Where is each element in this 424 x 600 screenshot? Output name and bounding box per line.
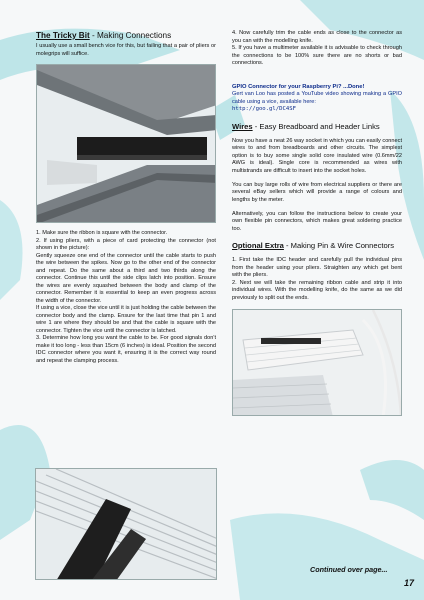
extra-step-1: 1. First take the IDC header and carefully pull the individual pins from the header using your pliers. Straighten any which get bent with the pliers.: [232, 257, 402, 278]
pliers-photo: [36, 64, 216, 223]
wires-paragraph-1: Now you have a neat 26 way socket in which you can easily connect wires to and from breadboards and other circuits. The simplest option is to buy some single solid core insulated wire (0.6mm/22 AWG is ideal). Single core is recommended as wires with multistrands are difficult to insert into the socket holes.: [232, 137, 402, 174]
vice-clamp-photo: [35, 468, 217, 580]
page-number: 17: [404, 578, 415, 588]
step-1: 1. Make sure the ribbon is square with the connector.: [36, 230, 168, 236]
continued-over-page: Continued over page...: [310, 565, 388, 574]
gpio-video-link[interactable]: http://goo.gl/DC4SF: [232, 106, 296, 112]
ribbon-wires-photo: [232, 309, 402, 416]
left-column: [36, 30, 216, 365]
right-column: [232, 30, 402, 416]
section-heading-tricky-bit: The Tricky Bit - Making Connections: [36, 31, 172, 40]
section-heading-optional-extra: Optional Extra - Making Pin & Wire Connectors: [232, 241, 395, 250]
intro-paragraph: I usually use a small bench vice for this, but failing that a pair of pliers or molegrips will suffice.: [36, 43, 216, 57]
step-2-pliers-detail: Gently squeeze one end of the connector until the cable starts to push the wire between the spikes. Now go to the other end of the connector and repeat. Do the same about a third and two thirds along the connector. Continue this until the side clips latch into position. Ensure the wires are evenly squashed between the body and clamp of the connector. Remember it is essential to keep an even progress across the width of the connector.: [36, 252, 216, 304]
section-heading-wires: Wires - Easy Breadboard and Header Links: [232, 121, 380, 131]
gpio-heading: GPIO Connector for your Raspberry Pi? ...Done!: [232, 83, 365, 90]
step-4: 4. Now carefully trim the cable ends as close to the connector as you can with the modelling knife.: [232, 30, 402, 44]
wires-paragraph-2: You can buy large rolls of wire from electrical suppliers or there are several eBay sellers which will provide a range of colours and lengths by the meter.: [232, 181, 402, 203]
step-5: 5. If you have a multimeter available it is advisable to check through the connections to be 100% sure there are no shorts or bad connections.: [232, 45, 402, 66]
step-2-vice-detail: If using a vice, close the vice until it is just holding the cable between the connector body and the clamp. Ensure for the last time that pin 1 and wire 1 are where they should be and that the cable is square with the connector. Tighten the vice until the connector is latched.: [36, 305, 216, 334]
step-2: 2. If using pliers, with a piece of card protecting the connector (not shown in the picture):: [36, 237, 216, 251]
wires-paragraph-3: Alternatively, you can follow the instructions below to create your own flexible pin connectors, which makes great soldering practice too.: [232, 210, 402, 232]
gpio-paragraph: Gert van Loo has posted a YouTube video showing making a GPIO cable using a vice, available here:: [232, 91, 402, 105]
extra-step-2: 2. Next we will take the remaining ribbon cable and strip it into individual wires. With the modelling knife, do the same as we did previously to split out the ends.: [232, 279, 402, 301]
step-3: 3. Determine how long you want the cable to be. For good signals don't make it too long - less than 15cm (6 inches) is ideal. Position the second IDC connector where you want it, ensuring it is the correct way round and repeat the clamping process.: [36, 335, 216, 364]
